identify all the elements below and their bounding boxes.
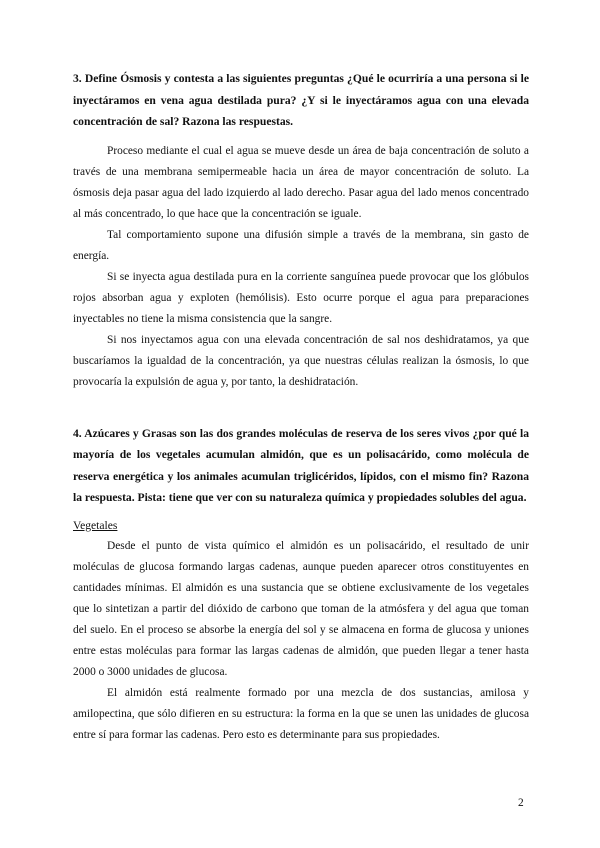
section3-paragraph-4: Si nos inyectamos agua con una elevada concentración de sal nos deshidratamos, ya que buscaríamos la igualdad de la concentración, ya que nuestras células realizan la ósmosis, lo que provocaría la expulsión de agua y, por tanto, la deshidratación. (73, 333, 529, 388)
section4-paragraph-2: El almidón está realmente formado por una mezcla de dos sustancias, amilosa y amilopectina, que sólo difieren en su estructura: la forma en la que se unen las unidades de glucosa entre sí para formar las cadenas. Pero esto es determinante para sus propiedades. (73, 686, 529, 741)
section3-paragraph-1: Proceso mediante el cual el agua se mueve desde un área de baja concentración de soluto a través de una membrana semipermeable hacia un área de mayor concentración de soluto. La ósmosis deja pasar agua del lado izquierdo al lado derecho. Pasar agua del lado menos concentrado al más concentrado, lo que hace que la concentración se iguale. (73, 144, 529, 220)
document-page (73, 68, 529, 746)
section3-paragraph-3: Si se inyecta agua destilada pura en la corriente sanguínea puede provocar que los glóbulos rojos absorban agua y exploten (hemólisis). Esto ocurre porque el agua para preparaciones inyectables no tiene la misma consistencia que la sangre. (73, 270, 529, 325)
page-number: 2 (518, 797, 524, 809)
subheading-vegetales: Vegetales (73, 518, 118, 532)
section3-paragraph-2: Tal comportamiento supone una difusión simple a través de la membrana, sin gasto de energía. (73, 228, 529, 262)
question-3-heading: 3. Define Ósmosis y contesta a las siguientes preguntas ¿Qué le ocurriría a una persona si le inyectáramos en vena agua destilada pura? ¿Y si le inyectáramos agua con una elevada concentración de sal? Razona las respuestas. (73, 72, 529, 128)
section-spacer (73, 393, 529, 423)
section4-paragraph-1: Desde el punto de vista químico el almidón es un polisacárido, el resultado de unir moléculas de glucosa formando largas cadenas, aunque pueden aparecer otros constituyentes en cantidades mínimas. El almidón es una sustancia que se obtiene exclusivamente de los vegetales que lo sintetizan a partir del dióxido de carbono que toman de la atmósfera y del agua que toman del suelo. En el proceso se absorbe la energía del sol y se almacena en forma de glucosa y uniones entre estas moléculas para formar las largas cadenas de almidón, que pueden llegar a tener hasta 2000 o 3000 unidades de glucosa. (73, 539, 529, 678)
question-4-heading: 4. Azúcares y Grasas son las dos grandes moléculas de reserva de los seres vivos ¿por qué la mayoría de los vegetales acumulan almidón, que es un polisacárido, como molécula de reserva energética y los animales acumulan triglicéridos, lípidos, con el mismo fin? Razona la respuesta. Pista: tiene que ver con su naturaleza química y propiedades solubles del agua. (73, 426, 529, 504)
